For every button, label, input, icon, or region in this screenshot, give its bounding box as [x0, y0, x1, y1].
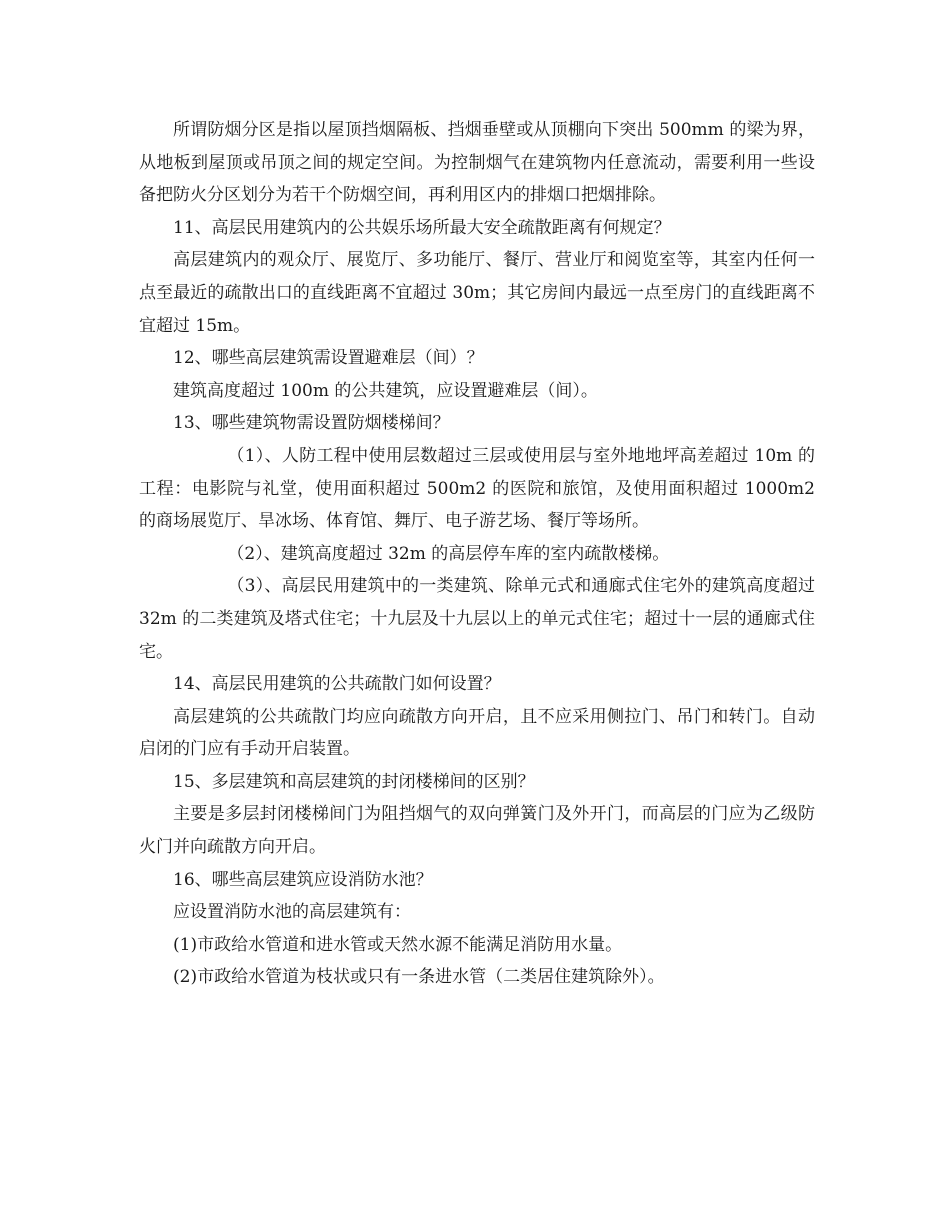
- answer-16-intro: 应设置消防水池的高层建筑有：: [173, 902, 411, 923]
- question-16: 16、哪些高层建筑应设消防水池？: [173, 869, 433, 890]
- answer-14: 高层建筑的公共疏散门均应向疏散方向开启，且不应采用侧拉门、吊门和转门。自动启闭的门应有手动开启装置。: [139, 706, 815, 760]
- answer-16-item-2: (2)市政给水管道为枝状或只有一条进水管（二类居住建筑除外）。: [173, 967, 665, 988]
- question-11: 11、高层民用建筑内的公共娱乐场所最大安全疏散距离有何规定？: [173, 217, 671, 238]
- answer-12: 建筑高度超过 100m 的公共建筑，应设置避难层（间）。: [173, 380, 598, 401]
- paragraph-smoke-zone-definition: 所谓防烟分区是指以屋顶挡烟隔板、挡烟垂壁或从顶棚向下突出 500mm 的梁为界，从地板到屋顶或吊顶之间的规定空间。为控制烟气在建筑物内任意流动，需要利用一些设备把防火分区划分为若干个防烟空间，再利用区内的排烟口把烟排除。: [139, 120, 815, 206]
- answer-11: 高层建筑内的观众厅、展览厅、多功能厅、餐厅、营业厅和阅览室等，其室内任何一点至最近的疏散出口的直线距离不宜超过 30m；其它房间内最远一点至房门的直线距离不宜超过 15m。: [139, 250, 815, 336]
- question-13: 13、哪些建筑物需设置防烟楼梯间？: [173, 413, 450, 434]
- answer-15: 主要是多层封闭楼梯间门为阻挡烟气的双向弹簧门及外开门，而高层的门应为乙级防火门并向疏散方向开启。: [139, 804, 815, 858]
- question-12: 12、哪些高层建筑需设置避难层（间）？: [173, 348, 484, 369]
- answer-16-item-1: (1)市政给水管道和进水管或天然水源不能满足消防用水量。: [173, 934, 623, 955]
- question-14: 14、高层民用建筑的公共疏散门如何设置？: [173, 674, 501, 695]
- answer-13-item-2: （2）、建筑高度超过 32m 的高层停车库的室内疏散楼梯。: [227, 543, 670, 564]
- document-body: [139, 114, 815, 994]
- answer-13-item-1: （1）、人防工程中使用层数超过三层或使用层与室外地地坪高差超过 10m 的工程：电影院与礼堂，使用面积超过 500m2 的医院和旅馆，及使用面积超过 1000m2 的商场展览厅、旱冰场、体育馆、舞厅、电子游艺场、餐厅等场所。: [139, 445, 815, 532]
- answer-13-item-3: （3）、高层民用建筑中的一类建筑、除单元式和通廊式住宅外的建筑高度超过 32m 的二类建筑及塔式住宅；十九层及十九层以上的单元式住宅；超过十一层的通廊式住宅。: [139, 576, 815, 662]
- question-15: 15、多层建筑和高层建筑的封闭楼梯间的区别？: [173, 771, 535, 792]
